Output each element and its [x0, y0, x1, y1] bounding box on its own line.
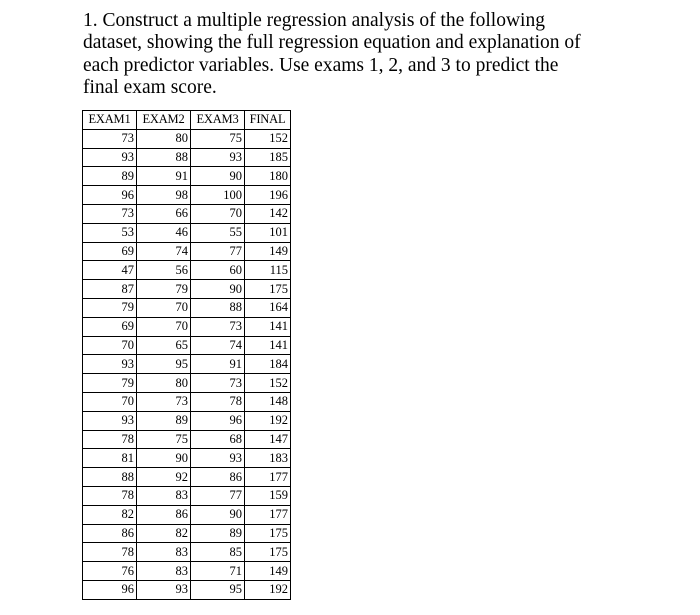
exam3-cell: 91 [191, 355, 245, 374]
exam3-cell: 86 [191, 468, 245, 487]
exam2-cell: 83 [137, 486, 191, 505]
table-row [83, 280, 291, 299]
table-row [83, 317, 291, 336]
exam2-cell: 79 [137, 280, 191, 299]
exam2-cell: 74 [137, 242, 191, 261]
question-line: each predictor variables. Use exams 1, 2, and 3 to predict the [83, 54, 559, 76]
final-cell: 148 [245, 392, 291, 411]
exam-scores-table [82, 110, 291, 600]
exam2-cell: 90 [137, 449, 191, 468]
exam3-cell: 93 [191, 148, 245, 167]
final-cell: 142 [245, 204, 291, 223]
final-cell: 149 [245, 562, 291, 581]
exam3-cell: 100 [191, 186, 245, 205]
exam1-cell: 73 [83, 204, 137, 223]
table-row [83, 411, 291, 430]
final-cell: 152 [245, 129, 291, 148]
header-final: FINAL [245, 111, 291, 130]
final-cell: 149 [245, 242, 291, 261]
table-row [83, 562, 291, 581]
exam1-cell: 87 [83, 280, 137, 299]
exam1-cell: 93 [83, 148, 137, 167]
final-cell: 180 [245, 167, 291, 186]
exam1-cell: 70 [83, 392, 137, 411]
table-row [83, 392, 291, 411]
exam1-cell: 78 [83, 486, 137, 505]
exam1-cell: 81 [83, 449, 137, 468]
exam2-cell: 70 [137, 317, 191, 336]
final-cell: 152 [245, 374, 291, 393]
table-row [83, 186, 291, 205]
exam3-cell: 68 [191, 430, 245, 449]
table-row [83, 148, 291, 167]
exam1-cell: 47 [83, 261, 137, 280]
exam3-cell: 90 [191, 280, 245, 299]
exam2-cell: 83 [137, 562, 191, 581]
exam3-cell: 70 [191, 204, 245, 223]
exam1-cell: 70 [83, 336, 137, 355]
exam3-cell: 89 [191, 524, 245, 543]
table-row [83, 486, 291, 505]
exam2-cell: 73 [137, 392, 191, 411]
exam1-cell: 79 [83, 298, 137, 317]
exam1-cell: 73 [83, 129, 137, 148]
exam2-cell: 98 [137, 186, 191, 205]
final-cell: 147 [245, 430, 291, 449]
final-cell: 177 [245, 468, 291, 487]
exam2-cell: 92 [137, 468, 191, 487]
table-row [83, 580, 291, 599]
exam1-cell: 53 [83, 223, 137, 242]
exam3-cell: 96 [191, 411, 245, 430]
exam1-cell: 82 [83, 505, 137, 524]
final-cell: 196 [245, 186, 291, 205]
final-cell: 184 [245, 355, 291, 374]
exam3-cell: 55 [191, 223, 245, 242]
final-cell: 175 [245, 524, 291, 543]
question-line: dataset, showing the full regression equation and explanation of [83, 32, 581, 54]
exam1-cell: 79 [83, 374, 137, 393]
exam2-cell: 95 [137, 355, 191, 374]
exam2-cell: 83 [137, 543, 191, 562]
exam2-cell: 65 [137, 336, 191, 355]
question-line: 1. Construct a multiple regression analysis of the following [83, 10, 545, 31]
table-row [83, 505, 291, 524]
exam2-cell: 80 [137, 374, 191, 393]
header-exam2: EXAM2 [137, 111, 191, 130]
exam3-cell: 77 [191, 486, 245, 505]
exam3-cell: 90 [191, 505, 245, 524]
exam2-cell: 66 [137, 204, 191, 223]
exam1-cell: 69 [83, 242, 137, 261]
final-cell: 115 [245, 261, 291, 280]
exam2-cell: 46 [137, 223, 191, 242]
table-row [83, 430, 291, 449]
final-cell: 192 [245, 411, 291, 430]
exam1-cell: 78 [83, 543, 137, 562]
table-body [83, 129, 291, 599]
exam3-cell: 73 [191, 317, 245, 336]
final-cell: 183 [245, 449, 291, 468]
exam2-cell: 91 [137, 167, 191, 186]
exam2-cell: 86 [137, 505, 191, 524]
exam3-cell: 95 [191, 580, 245, 599]
exam3-cell: 77 [191, 242, 245, 261]
exam1-cell: 96 [83, 186, 137, 205]
exam3-cell: 90 [191, 167, 245, 186]
exam2-cell: 80 [137, 129, 191, 148]
table-row [83, 261, 291, 280]
table-row [83, 355, 291, 374]
exam2-cell: 88 [137, 148, 191, 167]
exam1-cell: 93 [83, 411, 137, 430]
question-line: final exam score. [83, 77, 217, 99]
exam2-cell: 70 [137, 298, 191, 317]
exam2-cell: 89 [137, 411, 191, 430]
exam2-cell: 75 [137, 430, 191, 449]
header-exam3: EXAM3 [191, 111, 245, 130]
table-header-row [83, 111, 291, 130]
final-cell: 177 [245, 505, 291, 524]
exam1-cell: 93 [83, 355, 137, 374]
table-row [83, 524, 291, 543]
final-cell: 159 [245, 486, 291, 505]
exam3-cell: 74 [191, 336, 245, 355]
exam1-cell: 86 [83, 524, 137, 543]
table-row [83, 242, 291, 261]
exam2-cell: 82 [137, 524, 191, 543]
exam3-cell: 71 [191, 562, 245, 581]
final-cell: 175 [245, 543, 291, 562]
final-cell: 101 [245, 223, 291, 242]
table-row [83, 543, 291, 562]
exam3-cell: 75 [191, 129, 245, 148]
exam3-cell: 60 [191, 261, 245, 280]
exam1-cell: 89 [83, 167, 137, 186]
exam1-cell: 76 [83, 562, 137, 581]
exam2-cell: 93 [137, 580, 191, 599]
exam3-cell: 88 [191, 298, 245, 317]
exam3-cell: 78 [191, 392, 245, 411]
final-cell: 141 [245, 317, 291, 336]
header-exam1: EXAM1 [83, 111, 137, 130]
final-cell: 175 [245, 280, 291, 299]
final-cell: 185 [245, 148, 291, 167]
exam1-cell: 88 [83, 468, 137, 487]
table-row [83, 223, 291, 242]
exam1-cell: 69 [83, 317, 137, 336]
exam3-cell: 93 [191, 449, 245, 468]
exam3-cell: 85 [191, 543, 245, 562]
table-row [83, 204, 291, 223]
exam1-cell: 96 [83, 580, 137, 599]
table-row [83, 468, 291, 487]
final-cell: 164 [245, 298, 291, 317]
final-cell: 141 [245, 336, 291, 355]
table-row [83, 167, 291, 186]
table-row [83, 129, 291, 148]
table-row [83, 298, 291, 317]
table-row [83, 374, 291, 393]
exam2-cell: 56 [137, 261, 191, 280]
table-row [83, 449, 291, 468]
question-text [83, 10, 643, 100]
table-row [83, 336, 291, 355]
exam1-cell: 78 [83, 430, 137, 449]
final-cell: 192 [245, 580, 291, 599]
exam3-cell: 73 [191, 374, 245, 393]
